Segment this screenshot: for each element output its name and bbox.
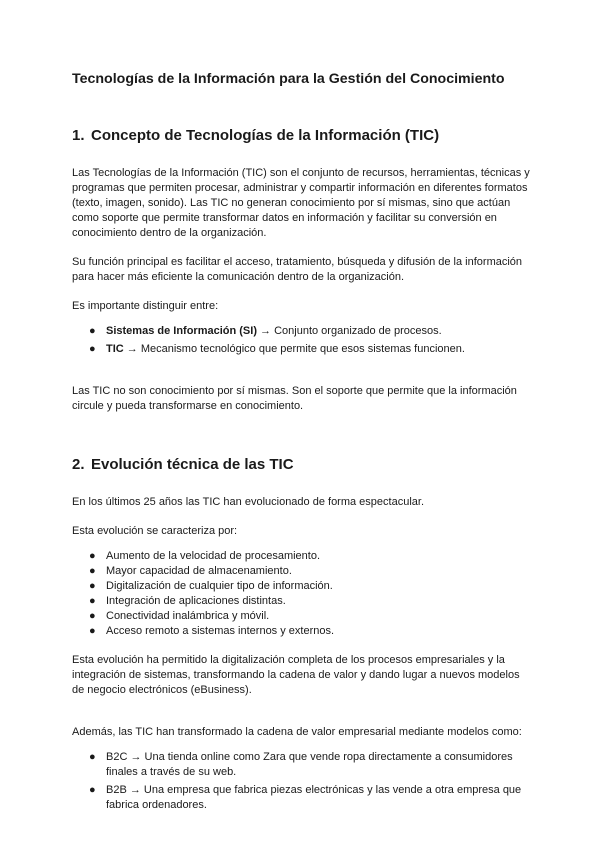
- section-heading-text: Concepto de Tecnologías de la Información (TIC): [91, 127, 440, 144]
- list-item: [72, 342, 530, 357]
- list-item-text: Aumento de la velocidad de procesamiento.: [106, 550, 321, 562]
- list-item-term: TIC: [106, 343, 124, 355]
- list-item-text: → Conjunto organizado de procesos.: [256, 325, 442, 337]
- bullet-icon: ●: [89, 580, 96, 592]
- bullet-icon: ●: [89, 595, 96, 607]
- section-number: 2.: [72, 456, 85, 473]
- paragraph: Las TIC no son conocimiento por sí mismas. Son el soporte que permite que la información circule y pueda transformarse en conocimiento.: [72, 385, 517, 412]
- bullet-icon: ●: [89, 751, 96, 763]
- list-item: [72, 594, 530, 609]
- bullet-icon: ●: [89, 610, 96, 622]
- bullet-icon: ●: [89, 565, 96, 577]
- list-item-text: Integración de aplicaciones distintas.: [106, 595, 286, 607]
- bullet-icon: ●: [89, 343, 96, 355]
- list-item: [72, 549, 530, 564]
- list-item-text: Mayor capacidad de almacenamiento.: [106, 565, 292, 577]
- list-item-text: Digitalización de cualquier tipo de información.: [106, 580, 333, 592]
- document-title: Tecnologías de la Información para la Gestión del Conocimiento: [72, 71, 505, 87]
- paragraph: Además, las TIC han transformado la cadena de valor empresarial mediante modelos como:: [72, 726, 522, 738]
- list-item: [72, 609, 530, 624]
- list-item: [72, 750, 530, 780]
- paragraph: Esta evolución se caracteriza por:: [72, 525, 238, 537]
- paragraph: Las Tecnologías de la Información (TIC) son el conjunto de recursos, herramientas, técnicas y programas que permiten procesar, administrar y compartir información en diferentes formatos (texto, imagen, sonido). Las TIC no generan conocimiento por sí mismas, sino que actúan como soporte que permite transformar datos en información y facilitar su conversión en conocimiento dentro de la organización.: [72, 167, 530, 239]
- list-item-text: B2C → Una tienda online como Zara que vende ropa directamente a consumidores finales a través de su web.: [106, 751, 513, 778]
- list-item: [72, 579, 530, 594]
- bullet-icon: ●: [89, 550, 96, 562]
- bullet-icon: ●: [89, 784, 96, 796]
- paragraph: En los últimos 25 años las TIC han evolucionado de forma espectacular.: [72, 496, 424, 508]
- section-heading-evolucion: [72, 456, 530, 474]
- bullet-list-modelos: [72, 750, 530, 813]
- list-item: [72, 624, 530, 639]
- section-heading-concepto: [72, 127, 530, 145]
- list-item-text: B2B → Una empresa que fabrica piezas electrónicas y las vende a otra empresa que fabrica ordenadores.: [106, 784, 522, 811]
- paragraph: Esta evolución ha permitido la digitalización completa de los procesos empresariales y la integración de sistemas, transformando la cadena de valor y dando lugar a nuevos modelos de negocio electrónicos (eBusiness).: [72, 654, 520, 696]
- list-item-text: Conectividad inalámbrica y móvil.: [106, 610, 270, 622]
- section-heading-text: Evolución técnica de las TIC: [91, 456, 294, 473]
- paragraph: Su función principal es facilitar el acceso, tratamiento, búsqueda y difusión de la información para hacer más eficiente la comunicación dentro de la organización.: [72, 256, 523, 283]
- list-item-text: Acceso remoto a sistemas internos y externos.: [106, 625, 335, 637]
- section-number: 1.: [72, 127, 85, 144]
- list-item-term: Sistemas de Información (SI): [106, 325, 257, 337]
- bullet-list-si-tic: [72, 324, 530, 357]
- bullet-list-evolucion: [72, 549, 530, 639]
- list-item-text: → Mecanismo tecnológico que permite que esos sistemas funcionen.: [123, 343, 465, 355]
- bullet-icon: ●: [89, 325, 96, 337]
- bullet-icon: ●: [89, 625, 96, 637]
- list-item: [72, 324, 530, 339]
- list-item: [72, 564, 530, 579]
- list-item: [72, 783, 530, 813]
- paragraph: Es importante distinguir entre:: [72, 300, 219, 312]
